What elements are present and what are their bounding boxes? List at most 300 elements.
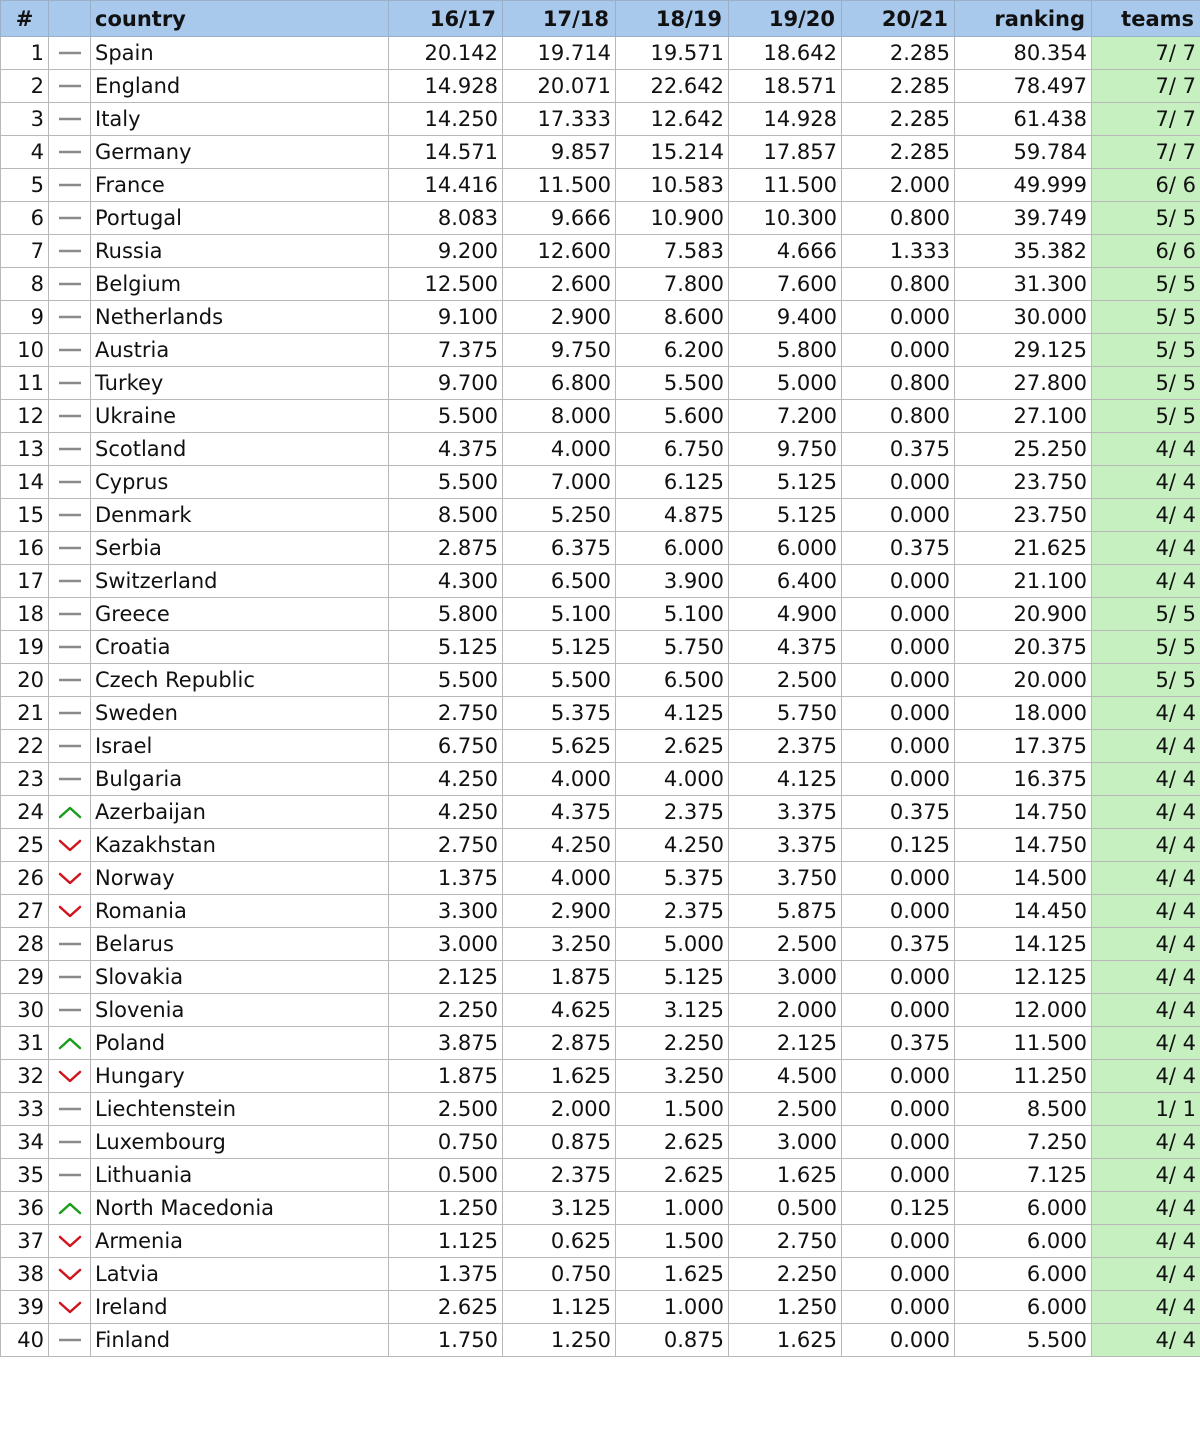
country-cell: North Macedonia	[91, 1192, 389, 1225]
ranking-cell: 80.354	[955, 37, 1092, 70]
rank-cell: 23	[1, 763, 49, 796]
season-17-18-cell: 0.750	[503, 1258, 616, 1291]
season-19-20-cell: 11.500	[729, 169, 842, 202]
rank-cell: 7	[1, 235, 49, 268]
season-19-20-cell: 3.375	[729, 796, 842, 829]
season-16-17-cell: 6.750	[389, 730, 503, 763]
teams-cell: 4/ 4	[1092, 1258, 1200, 1291]
dash-icon	[53, 606, 86, 622]
season-18-19-cell: 19.571	[616, 37, 729, 70]
dash-icon	[53, 573, 86, 589]
trend-cell	[49, 334, 91, 367]
arrow-down-icon	[53, 1266, 86, 1282]
ranking-cell: 6.000	[955, 1291, 1092, 1324]
season-19-20-cell: 1.625	[729, 1159, 842, 1192]
table-row	[1, 136, 1200, 169]
season-20-21-cell: 0.375	[842, 1027, 955, 1060]
season-16-17-cell: 2.250	[389, 994, 503, 1027]
ranking-cell: 20.000	[955, 664, 1092, 697]
ranking-cell: 59.784	[955, 136, 1092, 169]
season-18-19-cell: 3.125	[616, 994, 729, 1027]
season-20-21-cell: 0.000	[842, 1126, 955, 1159]
season-16-17-cell: 14.416	[389, 169, 503, 202]
season-17-18-cell: 0.625	[503, 1225, 616, 1258]
rank-cell: 1	[1, 37, 49, 70]
table-row	[1, 796, 1200, 829]
rank-cell: 34	[1, 1126, 49, 1159]
country-cell: Italy	[91, 103, 389, 136]
country-cell: Austria	[91, 334, 389, 367]
country-cell: Kazakhstan	[91, 829, 389, 862]
trend-cell	[49, 169, 91, 202]
ranking-cell: 8.500	[955, 1093, 1092, 1126]
season-17-18-cell: 6.800	[503, 367, 616, 400]
teams-cell: 5/ 5	[1092, 631, 1200, 664]
rank-cell: 14	[1, 466, 49, 499]
header-trend	[49, 1, 91, 37]
country-cell: Bulgaria	[91, 763, 389, 796]
season-16-17-cell: 20.142	[389, 37, 503, 70]
season-16-17-cell: 4.250	[389, 796, 503, 829]
dash-icon	[53, 408, 86, 424]
ranking-cell: 14.125	[955, 928, 1092, 961]
teams-cell: 4/ 4	[1092, 565, 1200, 598]
dash-icon	[53, 1332, 86, 1348]
season-16-17-cell: 14.571	[389, 136, 503, 169]
season-20-21-cell: 0.000	[842, 1258, 955, 1291]
ranking-cell: 6.000	[955, 1192, 1092, 1225]
season-16-17-cell: 2.875	[389, 532, 503, 565]
arrow-down-icon	[53, 870, 86, 886]
country-cell: Croatia	[91, 631, 389, 664]
ranking-cell: 30.000	[955, 301, 1092, 334]
ranking-cell: 5.500	[955, 1324, 1092, 1357]
season-17-18-cell: 1.125	[503, 1291, 616, 1324]
season-20-21-cell: 0.375	[842, 433, 955, 466]
dash-icon	[53, 111, 86, 127]
table-row	[1, 37, 1200, 70]
dash-icon	[53, 705, 86, 721]
season-18-19-cell: 5.750	[616, 631, 729, 664]
ranking-cell: 25.250	[955, 433, 1092, 466]
ranking-cell: 17.375	[955, 730, 1092, 763]
season-19-20-cell: 1.250	[729, 1291, 842, 1324]
season-19-20-cell: 5.750	[729, 697, 842, 730]
teams-cell: 6/ 6	[1092, 235, 1200, 268]
season-19-20-cell: 5.875	[729, 895, 842, 928]
rank-cell: 8	[1, 268, 49, 301]
season-17-18-cell: 12.600	[503, 235, 616, 268]
table-row	[1, 532, 1200, 565]
season-16-17-cell: 1.750	[389, 1324, 503, 1357]
season-18-19-cell: 3.900	[616, 565, 729, 598]
season-17-18-cell: 4.000	[503, 433, 616, 466]
country-cell: Finland	[91, 1324, 389, 1357]
dash-icon	[53, 441, 86, 457]
table-row	[1, 994, 1200, 1027]
season-18-19-cell: 15.214	[616, 136, 729, 169]
teams-cell: 4/ 4	[1092, 1027, 1200, 1060]
season-19-20-cell: 4.375	[729, 631, 842, 664]
rank-cell: 32	[1, 1060, 49, 1093]
rank-cell: 26	[1, 862, 49, 895]
season-18-19-cell: 10.583	[616, 169, 729, 202]
dash-icon	[53, 144, 86, 160]
season-20-21-cell: 0.000	[842, 994, 955, 1027]
season-16-17-cell: 2.750	[389, 829, 503, 862]
season-16-17-cell: 0.500	[389, 1159, 503, 1192]
season-18-19-cell: 2.625	[616, 1159, 729, 1192]
season-20-21-cell: 0.000	[842, 499, 955, 532]
trend-cell	[49, 103, 91, 136]
season-18-19-cell: 6.500	[616, 664, 729, 697]
season-20-21-cell: 0.000	[842, 631, 955, 664]
header-row	[1, 1, 1200, 37]
header-season-17-18[interactable]: 17/18	[503, 1, 616, 37]
dash-icon	[53, 771, 86, 787]
season-20-21-cell: 0.375	[842, 796, 955, 829]
table-body	[1, 37, 1200, 1357]
season-16-17-cell: 3.875	[389, 1027, 503, 1060]
country-cell: Scotland	[91, 433, 389, 466]
teams-cell: 7/ 7	[1092, 70, 1200, 103]
table-row	[1, 1159, 1200, 1192]
season-19-20-cell: 5.125	[729, 499, 842, 532]
season-19-20-cell: 2.375	[729, 730, 842, 763]
trend-cell	[49, 862, 91, 895]
rank-cell: 3	[1, 103, 49, 136]
trend-cell	[49, 730, 91, 763]
season-19-20-cell: 2.250	[729, 1258, 842, 1291]
country-cell: Sweden	[91, 697, 389, 730]
teams-cell: 4/ 4	[1092, 862, 1200, 895]
trend-cell	[49, 1126, 91, 1159]
ranking-cell: 21.625	[955, 532, 1092, 565]
table-row	[1, 499, 1200, 532]
season-18-19-cell: 6.200	[616, 334, 729, 367]
trend-cell	[49, 664, 91, 697]
trend-cell	[49, 994, 91, 1027]
header-season-19-20[interactable]: 19/20	[729, 1, 842, 37]
season-17-18-cell: 4.250	[503, 829, 616, 862]
rank-cell: 33	[1, 1093, 49, 1126]
season-18-19-cell: 1.500	[616, 1093, 729, 1126]
season-16-17-cell: 2.750	[389, 697, 503, 730]
season-16-17-cell: 1.875	[389, 1060, 503, 1093]
dash-icon	[53, 210, 86, 226]
season-18-19-cell: 2.625	[616, 1126, 729, 1159]
trend-cell	[49, 433, 91, 466]
country-cell: Belgium	[91, 268, 389, 301]
rank-cell: 5	[1, 169, 49, 202]
trend-cell	[49, 565, 91, 598]
season-17-18-cell: 6.375	[503, 532, 616, 565]
dash-icon	[53, 78, 86, 94]
season-19-20-cell: 0.500	[729, 1192, 842, 1225]
rank-cell: 35	[1, 1159, 49, 1192]
teams-cell: 5/ 5	[1092, 334, 1200, 367]
season-19-20-cell: 4.500	[729, 1060, 842, 1093]
season-18-19-cell: 5.600	[616, 400, 729, 433]
season-20-21-cell: 2.000	[842, 169, 955, 202]
season-19-20-cell: 9.750	[729, 433, 842, 466]
rank-cell: 15	[1, 499, 49, 532]
season-17-18-cell: 0.875	[503, 1126, 616, 1159]
season-17-18-cell: 5.125	[503, 631, 616, 664]
season-17-18-cell: 9.750	[503, 334, 616, 367]
trend-cell	[49, 70, 91, 103]
table-row	[1, 1225, 1200, 1258]
teams-cell: 4/ 4	[1092, 499, 1200, 532]
season-20-21-cell: 0.000	[842, 1159, 955, 1192]
teams-cell: 4/ 4	[1092, 1324, 1200, 1357]
season-18-19-cell: 6.000	[616, 532, 729, 565]
country-cell: Russia	[91, 235, 389, 268]
season-17-18-cell: 6.500	[503, 565, 616, 598]
teams-cell: 4/ 4	[1092, 1225, 1200, 1258]
country-cell: France	[91, 169, 389, 202]
season-16-17-cell: 0.750	[389, 1126, 503, 1159]
season-18-19-cell: 1.500	[616, 1225, 729, 1258]
season-19-20-cell: 7.200	[729, 400, 842, 433]
teams-cell: 4/ 4	[1092, 433, 1200, 466]
country-cell: Hungary	[91, 1060, 389, 1093]
ranking-cell: 78.497	[955, 70, 1092, 103]
season-18-19-cell: 5.375	[616, 862, 729, 895]
season-18-19-cell: 4.250	[616, 829, 729, 862]
rank-cell: 11	[1, 367, 49, 400]
teams-cell: 4/ 4	[1092, 994, 1200, 1027]
trend-cell	[49, 895, 91, 928]
season-20-21-cell: 2.285	[842, 136, 955, 169]
season-20-21-cell: 1.333	[842, 235, 955, 268]
teams-cell: 4/ 4	[1092, 730, 1200, 763]
teams-cell: 4/ 4	[1092, 466, 1200, 499]
season-18-19-cell: 5.125	[616, 961, 729, 994]
rank-cell: 19	[1, 631, 49, 664]
trend-cell	[49, 928, 91, 961]
header-season-16-17[interactable]: 16/17	[389, 1, 503, 37]
header-ranking[interactable]: ranking	[955, 1, 1092, 37]
season-19-20-cell: 2.000	[729, 994, 842, 1027]
table-row	[1, 268, 1200, 301]
teams-cell: 4/ 4	[1092, 829, 1200, 862]
trend-cell	[49, 202, 91, 235]
country-cell: Israel	[91, 730, 389, 763]
season-16-17-cell: 1.375	[389, 862, 503, 895]
season-17-18-cell: 8.000	[503, 400, 616, 433]
season-18-19-cell: 2.625	[616, 730, 729, 763]
season-17-18-cell: 9.857	[503, 136, 616, 169]
header-rank[interactable]: #	[1, 1, 49, 37]
header-teams[interactable]: teams	[1092, 1, 1200, 37]
season-18-19-cell: 5.500	[616, 367, 729, 400]
arrow-down-icon	[53, 837, 86, 853]
teams-cell: 5/ 5	[1092, 598, 1200, 631]
rank-cell: 28	[1, 928, 49, 961]
ranking-cell: 12.125	[955, 961, 1092, 994]
season-18-19-cell: 10.900	[616, 202, 729, 235]
table-row	[1, 400, 1200, 433]
trend-cell	[49, 1060, 91, 1093]
season-20-21-cell: 0.000	[842, 664, 955, 697]
dash-icon	[53, 1002, 86, 1018]
rank-cell: 24	[1, 796, 49, 829]
trend-cell	[49, 268, 91, 301]
teams-cell: 5/ 5	[1092, 400, 1200, 433]
season-16-17-cell: 2.625	[389, 1291, 503, 1324]
rank-cell: 12	[1, 400, 49, 433]
table-row	[1, 763, 1200, 796]
season-17-18-cell: 11.500	[503, 169, 616, 202]
teams-cell: 1/ 1	[1092, 1093, 1200, 1126]
dash-icon	[53, 738, 86, 754]
rank-cell: 39	[1, 1291, 49, 1324]
ranking-cell: 23.750	[955, 466, 1092, 499]
rank-cell: 20	[1, 664, 49, 697]
season-16-17-cell: 2.500	[389, 1093, 503, 1126]
season-19-20-cell: 3.000	[729, 1126, 842, 1159]
season-20-21-cell: 0.000	[842, 1291, 955, 1324]
dash-icon	[53, 507, 86, 523]
season-16-17-cell: 9.700	[389, 367, 503, 400]
header-season-20-21[interactable]: 20/21	[842, 1, 955, 37]
season-17-18-cell: 17.333	[503, 103, 616, 136]
country-cell: Czech Republic	[91, 664, 389, 697]
ranking-cell: 21.100	[955, 565, 1092, 598]
season-19-20-cell: 9.400	[729, 301, 842, 334]
ranking-cell: 14.750	[955, 829, 1092, 862]
teams-cell: 4/ 4	[1092, 1159, 1200, 1192]
season-16-17-cell: 9.100	[389, 301, 503, 334]
ranking-cell: 6.000	[955, 1225, 1092, 1258]
season-20-21-cell: 0.000	[842, 763, 955, 796]
table-row	[1, 730, 1200, 763]
ranking-cell: 11.250	[955, 1060, 1092, 1093]
season-16-17-cell: 5.800	[389, 598, 503, 631]
ranking-cell: 18.000	[955, 697, 1092, 730]
arrow-up-icon	[53, 1035, 86, 1051]
ranking-cell: 31.300	[955, 268, 1092, 301]
season-20-21-cell: 0.000	[842, 697, 955, 730]
trend-cell	[49, 466, 91, 499]
ranking-cell: 39.749	[955, 202, 1092, 235]
trend-cell	[49, 37, 91, 70]
table-row	[1, 334, 1200, 367]
season-19-20-cell: 2.750	[729, 1225, 842, 1258]
rank-cell: 31	[1, 1027, 49, 1060]
season-17-18-cell: 1.625	[503, 1060, 616, 1093]
dash-icon	[53, 936, 86, 952]
ranking-cell: 27.100	[955, 400, 1092, 433]
teams-cell: 4/ 4	[1092, 895, 1200, 928]
ranking-cell: 49.999	[955, 169, 1092, 202]
country-cell: Latvia	[91, 1258, 389, 1291]
trend-cell	[49, 1192, 91, 1225]
season-16-17-cell: 1.375	[389, 1258, 503, 1291]
season-18-19-cell: 3.250	[616, 1060, 729, 1093]
season-19-20-cell: 5.000	[729, 367, 842, 400]
table-row	[1, 235, 1200, 268]
season-16-17-cell: 3.000	[389, 928, 503, 961]
season-19-20-cell: 6.400	[729, 565, 842, 598]
ranking-cell: 23.750	[955, 499, 1092, 532]
country-cell: Greece	[91, 598, 389, 631]
season-16-17-cell: 5.500	[389, 466, 503, 499]
header-season-18-19[interactable]: 18/19	[616, 1, 729, 37]
season-18-19-cell: 5.000	[616, 928, 729, 961]
season-18-19-cell: 2.375	[616, 895, 729, 928]
table-row	[1, 664, 1200, 697]
season-17-18-cell: 5.625	[503, 730, 616, 763]
season-18-19-cell: 4.125	[616, 697, 729, 730]
table-row	[1, 1258, 1200, 1291]
table-row	[1, 1027, 1200, 1060]
country-cell: Romania	[91, 895, 389, 928]
rank-cell: 22	[1, 730, 49, 763]
ranking-cell: 14.450	[955, 895, 1092, 928]
season-17-18-cell: 1.875	[503, 961, 616, 994]
season-18-19-cell: 4.875	[616, 499, 729, 532]
season-16-17-cell: 4.375	[389, 433, 503, 466]
rank-cell: 36	[1, 1192, 49, 1225]
dash-icon	[53, 540, 86, 556]
season-16-17-cell: 5.500	[389, 400, 503, 433]
season-17-18-cell: 5.500	[503, 664, 616, 697]
trend-cell	[49, 796, 91, 829]
season-20-21-cell: 0.800	[842, 268, 955, 301]
teams-cell: 4/ 4	[1092, 763, 1200, 796]
teams-cell: 4/ 4	[1092, 697, 1200, 730]
season-18-19-cell: 2.250	[616, 1027, 729, 1060]
season-19-20-cell: 6.000	[729, 532, 842, 565]
rank-cell: 13	[1, 433, 49, 466]
season-19-20-cell: 18.642	[729, 37, 842, 70]
ranking-cell: 6.000	[955, 1258, 1092, 1291]
season-20-21-cell: 0.000	[842, 895, 955, 928]
header-country[interactable]: country	[91, 1, 389, 37]
season-17-18-cell: 5.100	[503, 598, 616, 631]
ranking-cell: 7.125	[955, 1159, 1092, 1192]
rank-cell: 2	[1, 70, 49, 103]
season-20-21-cell: 0.800	[842, 400, 955, 433]
season-17-18-cell: 9.666	[503, 202, 616, 235]
season-19-20-cell: 18.571	[729, 70, 842, 103]
season-17-18-cell: 2.900	[503, 301, 616, 334]
trend-cell	[49, 1291, 91, 1324]
season-18-19-cell: 7.583	[616, 235, 729, 268]
season-18-19-cell: 6.125	[616, 466, 729, 499]
season-17-18-cell: 2.000	[503, 1093, 616, 1126]
ranking-cell: 27.800	[955, 367, 1092, 400]
season-16-17-cell: 1.250	[389, 1192, 503, 1225]
ranking-cell: 12.000	[955, 994, 1092, 1027]
season-18-19-cell: 12.642	[616, 103, 729, 136]
country-cell: Ireland	[91, 1291, 389, 1324]
dash-icon	[53, 309, 86, 325]
season-16-17-cell: 7.375	[389, 334, 503, 367]
season-20-21-cell: 0.125	[842, 829, 955, 862]
teams-cell: 4/ 4	[1092, 1192, 1200, 1225]
rank-cell: 6	[1, 202, 49, 235]
country-cell: Lithuania	[91, 1159, 389, 1192]
season-20-21-cell: 0.000	[842, 466, 955, 499]
country-cell: Turkey	[91, 367, 389, 400]
season-20-21-cell: 0.000	[842, 1324, 955, 1357]
table-row	[1, 466, 1200, 499]
rank-cell: 40	[1, 1324, 49, 1357]
trend-cell	[49, 763, 91, 796]
